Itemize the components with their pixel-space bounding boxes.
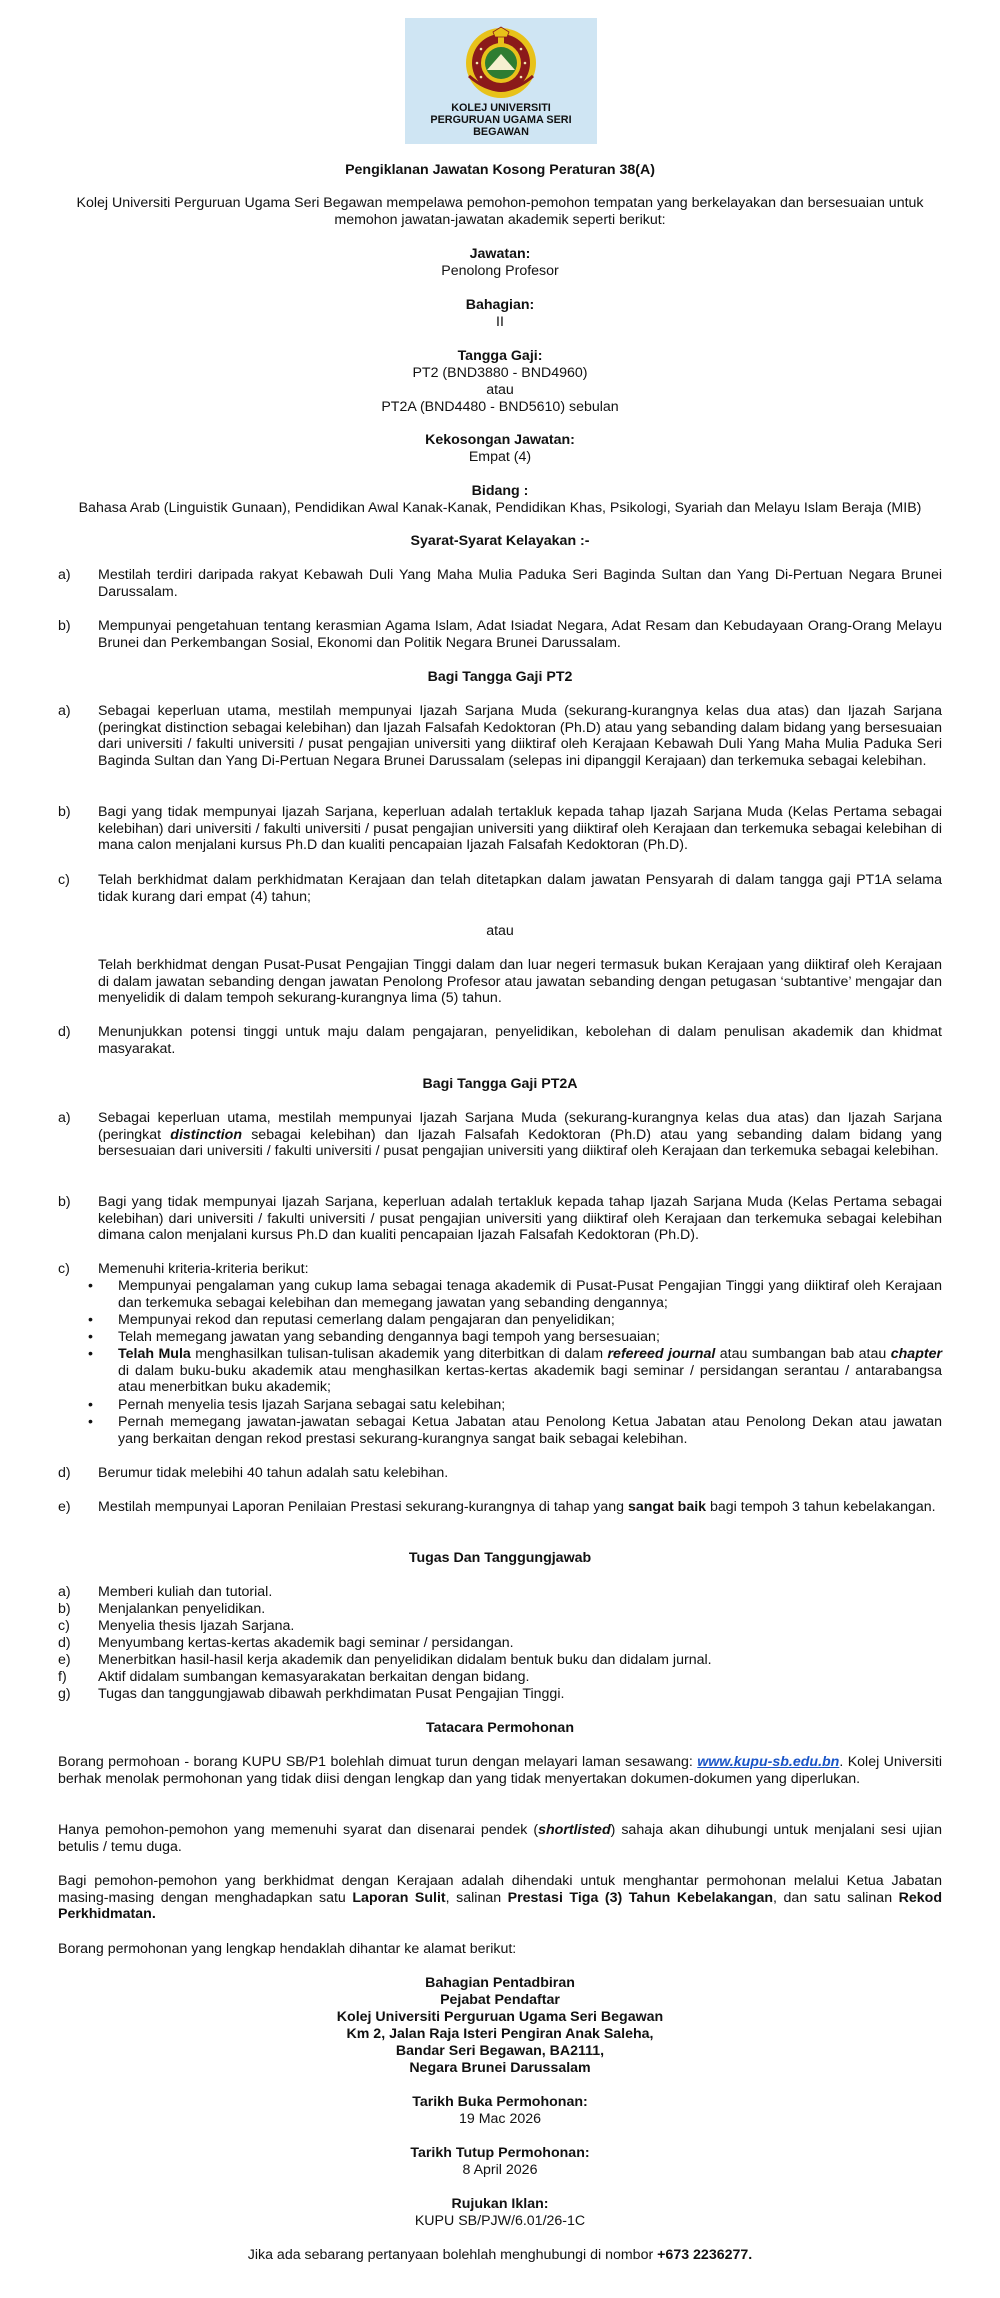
item-label: b) bbox=[58, 1601, 71, 1617]
address-line1: Bahagian Pentadbiran bbox=[425, 1975, 575, 1991]
logo-text-line3: BEGAWAN bbox=[473, 126, 529, 138]
pt2a-item-d bbox=[58, 1465, 942, 1482]
pt2-item-c bbox=[58, 872, 942, 905]
intro-line1: Kolej Universiti Perguruan Ugama Seri Begawan mempelawa pemohon-pemohon tempatan yang berkelayakan dan bersesuaian untuk bbox=[76, 195, 924, 211]
bullet-icon: • bbox=[88, 1329, 93, 1345]
text-part: Hanya pemohon-pemohon yang memenuhi syarat dan disenarai pendek ( bbox=[58, 1822, 539, 1838]
text-part: , salinan bbox=[445, 1889, 508, 1906]
item-label: e) bbox=[58, 1499, 71, 1515]
website-link[interactable]: www.kupu-sb.edu.bn bbox=[697, 1754, 840, 1770]
item-text: Aktif didalam sumbangan kemasyarakatan berkaitan dengan bidang. bbox=[98, 1669, 530, 1685]
tatacara-para-1 bbox=[58, 1754, 942, 1787]
gaji-value1: PT2 (BND3880 - BND4960) bbox=[412, 365, 588, 381]
address-line2: Pejabat Pendaftar bbox=[440, 1992, 560, 2008]
item-text: Telah berkhidmat dengan Pusat-Pusat Pengajian Tinggi dalam dan luar negeri termasuk bukan Kerajaan yang diiktiraf oleh Kerajaan di dalam jawatan sebanding dengan jawatan Penolong Profesor atau jawatan sebanding dengan petugasan ‘subtantive’ mengajar dan menyelidik di dalam tempoh sekurang-kurangnya lima (5) tahun. bbox=[98, 957, 942, 1007]
text-strong: Prestasi Tiga (3) Tahun Kebelakangan bbox=[507, 1889, 774, 1906]
item-text: Menyelia thesis Ijazah Sarjana. bbox=[98, 1618, 295, 1634]
item-label: c) bbox=[58, 1618, 70, 1634]
syarat-item-b bbox=[58, 618, 942, 651]
intro-line2: memohon jawatan-jawatan akademik seperti berikut: bbox=[334, 212, 666, 228]
text-strong: Laporan Sulit bbox=[352, 1889, 446, 1906]
tugas-item-f bbox=[58, 1669, 942, 1686]
bidang-value: Bahasa Arab (Linguistik Gunaan), Pendidikan Awal Kanak-Kanak, Pendidikan Khas, Psikologi, Syariah dan Melayu Islam Beraja (MIB) bbox=[78, 500, 922, 516]
tatacara-para-3 bbox=[58, 1873, 942, 1923]
text-strong: sangat baik bbox=[627, 1499, 707, 1515]
tugas-item-c bbox=[58, 1618, 942, 1635]
item-label: a) bbox=[58, 1584, 71, 1600]
item-text: Berumur tidak melebihi 40 tahun adalah satu kelebihan. bbox=[98, 1465, 449, 1481]
bahagian-value: II bbox=[496, 314, 504, 330]
item-text: Bagi yang tidak mempunyai Ijazah Sarjana, keperluan adalah tertakluk kepada tahap Ijazah Sarjana Muda (Kelas Pertama sebagai kelebihan) dari universiti / fakulti universiti / pusat pengajian universiti yang diiktiraf oleh Kerajaan dan terkemuka sebagai kelebihan dimana calon menjalani kursus Ph.D dan kualiti pencapaian Ijazah Falsafah Kedoktoran (Ph.D). bbox=[98, 1194, 942, 1244]
tugas-heading: Tugas Dan Tanggungjawab bbox=[408, 1550, 592, 1566]
kekosongan-value: Empat (4) bbox=[468, 449, 532, 465]
text-part: . Kolej Universiti berhak menolak permohonan yang tidak diisi dengan lengkap dan yang tidak menyertakan dokumen-dokumen yang diperlukan. bbox=[58, 1754, 942, 1787]
item-label: a) bbox=[58, 703, 71, 719]
buka-label: Tarikh Buka Permohonan: bbox=[412, 2094, 588, 2110]
text-part: di dalam buku-buku akademik atau menghasilkan kertas-kertas akademik bagi seminar / persidangan serantau / antarabangsa atau menerbitkan buku akademik; bbox=[118, 1362, 942, 1396]
address-line3: Kolej Universiti Perguruan Ugama Seri Begawan bbox=[336, 2009, 664, 2025]
pt2-item-a bbox=[58, 703, 942, 769]
text-part: Mestilah mempunyai Laporan Penilaian Prestasi sekurang-kurangnya di tahap yang bbox=[98, 1499, 628, 1515]
bullet-text: Pernah memegang jawatan-jawatan sebagai Ketua Jabatan atau Penolong Ketua Jabatan atau Penolong Dekan atau jawatan yang berkaitan dengan rekod prestasi sekurang-kurangnya sangat baik sebagai kelebihan. bbox=[118, 1414, 942, 1447]
bullet-icon: • bbox=[88, 1397, 93, 1413]
rujukan-value: KUPU SB/PJW/6.01/26-1C bbox=[414, 2213, 586, 2229]
syarat-item-a bbox=[58, 567, 942, 600]
tugas-item-g bbox=[58, 1686, 942, 1703]
pt2a-bullet-4 bbox=[88, 1346, 942, 1396]
pt2-item-c-alt bbox=[58, 957, 942, 1007]
text-part: , dan satu salinan bbox=[773, 1889, 899, 1906]
item-text: Menunjukkan potensi tinggi untuk maju dalam pengajaran, penyelidikan, kebolehan di dalam penulisan akademik dan khidmat masyarakat. bbox=[98, 1024, 942, 1057]
pt2-heading: Bagi Tangga Gaji PT2 bbox=[427, 669, 573, 685]
rujukan-label: Rujukan Iklan: bbox=[451, 2196, 549, 2212]
bullet-text: Mempunyai pengalaman yang cukup lama sebagai tenaga akademik di Pusat-Pusat Pengajian Tinggi yang diiktiraf oleh Kerajaan dan terkemuka sebagai kelebihan dan memegang jawatan yang sebanding dengannya; bbox=[118, 1278, 942, 1311]
pt2-item-b bbox=[58, 804, 942, 854]
bullet-icon: • bbox=[88, 1414, 93, 1430]
syarat-heading: Syarat-Syarat Kelayakan :- bbox=[410, 533, 590, 549]
bullet-icon: • bbox=[88, 1346, 93, 1362]
gaji-label: Tangga Gaji: bbox=[457, 348, 543, 364]
bullet-text: Telah memegang jawatan yang sebanding dengannya bagi tempoh yang bersesuaian; bbox=[118, 1329, 660, 1345]
jawatan-value: Penolong Profesor bbox=[441, 263, 559, 279]
item-label: a) bbox=[58, 567, 71, 583]
buka-value: 19 Mac 2026 bbox=[458, 2111, 542, 2127]
item-text: Bagi yang tidak mempunyai Ijazah Sarjana, keperluan adalah tertakluk kepada tahap Ijazah Sarjana Muda (Kelas Pertama sebagai kelebihan) dari universiti / fakulti universiti / pusat pengajian universiti yang diiktiraf oleh Kerajaan dan terkemuka sebagai kelebihan di mana calon menjalani kursus Ph.D dan kualiti pencapaian Ijazah Falsafah Kedoktoran (Ph.D). bbox=[98, 804, 942, 854]
item-label: d) bbox=[58, 1024, 71, 1040]
page-title: Pengiklanan Jawatan Kosong Peraturan 38(A) bbox=[345, 162, 655, 178]
address-line6: Negara Brunei Darussalam bbox=[409, 2060, 591, 2076]
tugas-item-b bbox=[58, 1601, 942, 1618]
logo-block bbox=[405, 18, 597, 144]
item-label: e) bbox=[58, 1652, 71, 1668]
logo-text-line2: PERGURUAN UGAMA SERI bbox=[430, 114, 572, 126]
pt2a-item-a bbox=[58, 1110, 942, 1160]
gaji-value2: PT2A (BND4480 - BND5610) sebulan bbox=[381, 399, 619, 415]
pt2-item-d bbox=[58, 1024, 942, 1057]
bidang-label: Bidang : bbox=[471, 483, 529, 499]
university-crest-icon bbox=[461, 24, 541, 100]
bullet-text: Mempunyai rekod dan reputasi cemerlang dalam pengajaran dan penyelidikan; bbox=[118, 1312, 615, 1328]
tatacara-para-2 bbox=[58, 1822, 942, 1855]
footer-text: Jika ada sebarang pertanyaan bolehlah menghubungi di nombor bbox=[247, 2247, 658, 2263]
bahagian-label: Bahagian: bbox=[465, 297, 535, 313]
tutup-label: Tarikh Tutup Permohonan: bbox=[410, 2145, 590, 2161]
text-part: menghasilkan tulisan-tulisan akademik yang diterbitkan di dalam bbox=[190, 1346, 608, 1362]
jawatan-label: Jawatan: bbox=[469, 246, 531, 262]
item-label: c) bbox=[58, 1261, 70, 1277]
pt2a-bullet-1 bbox=[88, 1278, 942, 1311]
pt2a-item-e bbox=[58, 1499, 942, 1516]
tutup-value: 8 April 2026 bbox=[462, 2162, 538, 2178]
pt2a-bullet-6 bbox=[88, 1414, 942, 1447]
item-text: Tugas dan tanggungjawab dibawah perkhdimatan Pusat Pengajian Tinggi. bbox=[98, 1686, 565, 1702]
item-label: d) bbox=[58, 1465, 71, 1481]
bullet-text bbox=[118, 1346, 942, 1396]
item-text: Mestilah terdiri daripada rakyat Kebawah Duli Yang Maha Mulia Paduka Seri Baginda Sultan dan Yang Di-Pertuan Negara Brunei Darussalam. bbox=[98, 567, 942, 600]
pt2a-item-c bbox=[58, 1261, 942, 1278]
item-text: Memberi kuliah dan tutorial. bbox=[98, 1584, 273, 1600]
address-line5: Bandar Seri Begawan, BA2111, bbox=[395, 2043, 605, 2059]
item-text: Menjalankan penyelidikan. bbox=[98, 1601, 266, 1617]
item-label: b) bbox=[58, 618, 71, 634]
phone-number: +673 2236277. bbox=[657, 2247, 753, 2263]
item-label: f) bbox=[58, 1669, 67, 1685]
text-emphasis: refereed journal bbox=[607, 1346, 716, 1362]
item-label: g) bbox=[58, 1686, 71, 1702]
item-text: Menyumbang kertas-kertas akademik bagi seminar / persidangan. bbox=[98, 1635, 514, 1651]
item-text: Sebagai keperluan utama, mestilah mempunyai Ijazah Sarjana Muda (sekurang-kurangnya kelas dua atas) dan Ijazah Sarjana (peringkat distinction sebagai kelebihan) dan Ijazah Falsafah Kedoktoran (Ph.D) atau yang sebanding dalam bidang yang bersesuaian dari universiti / fakulti universiti / pusat pengajian universiti yang diiktiraf oleh Kerajaan Kebawah Duli Yang Maha Mulia Paduka Seri Baginda Sultan dan Yang Di-Pertuan Negara Brunei Darussalam (selepas ini dipanggil Kerajaan) dan terkemuka sebagai kelebihan. bbox=[98, 703, 942, 769]
text-emphasis: distinction bbox=[170, 1126, 243, 1143]
tatacara-para-4: Borang permohonan yang lengkap hendaklah dihantar ke alamat berikut: bbox=[58, 1941, 517, 1957]
text-part: Bagi pemohon-pemohon yang berkhidmat dengan Kerajaan adalah dihendaki untuk menghantar permohonan melalui Ketua Jabatan masing-masing dengan menghadapkan satu bbox=[58, 1873, 942, 1906]
item-text bbox=[98, 1110, 942, 1160]
bullet-text: Pernah menyelia tesis Ijazah Sarjana sebagai satu kelebihan; bbox=[118, 1397, 506, 1413]
bullet-icon: • bbox=[88, 1312, 93, 1328]
text-part: ) sahaja akan dihubungi untuk menjalani sesi ujian betulis / temu duga. bbox=[58, 1822, 942, 1855]
item-label: c) bbox=[58, 872, 70, 888]
tugas-item-e bbox=[58, 1652, 942, 1669]
pt2-or: atau bbox=[486, 923, 514, 939]
item-label: a) bbox=[58, 1110, 71, 1126]
pt2a-bullet-5 bbox=[88, 1397, 942, 1414]
item-text: Mempunyai pengetahuan tentang kerasmian Agama Islam, Adat Isiadat Negara, Adat Resam dan Kebudayaan Orang-Orang Melayu Brunei dan Perkembangan Sosial, Ekonomi dan Politik Negara Brunei Darussalam. bbox=[98, 618, 942, 651]
pt2a-bullet-2 bbox=[88, 1312, 942, 1329]
item-label: b) bbox=[58, 1194, 71, 1210]
item-label: b) bbox=[58, 804, 71, 820]
item-text bbox=[98, 1499, 942, 1516]
address-line4: Km 2, Jalan Raja Isteri Pengiran Anak Saleha, bbox=[346, 2026, 654, 2042]
logo-text-line1: KOLEJ UNIVERSITI bbox=[451, 102, 551, 114]
item-text: Menerbitkan hasil-hasil kerja akademik dan penyelidikan didalam bentuk buku dan didalam jurnal. bbox=[98, 1652, 712, 1668]
text-part: atau sumbangan bab atau bbox=[715, 1346, 891, 1362]
text-emphasis: shortlisted bbox=[538, 1822, 611, 1838]
bullet-icon: • bbox=[88, 1278, 93, 1294]
pt2a-item-b bbox=[58, 1194, 942, 1244]
tugas-item-a bbox=[58, 1584, 942, 1601]
tatacara-heading: Tatacara Permohonan bbox=[426, 1720, 574, 1736]
tugas-item-d bbox=[58, 1635, 942, 1652]
item-label: d) bbox=[58, 1635, 71, 1651]
text-strong: Telah Mula bbox=[118, 1346, 191, 1362]
gaji-or: atau bbox=[486, 382, 514, 398]
text-part: bagi tempoh 3 tahun kebelakangan. bbox=[706, 1499, 936, 1515]
footer-contact bbox=[40, 2247, 960, 2264]
text-part: sebagai kelebihan) dan Ijazah Falsafah Kedoktoran (Ph.D) atau yang sebanding dalam bidang yang bersesuaian dari universiti / fakulti universiti / pusat pengajian universiti yang diiktiraf oleh Kerajaan dan terkemuka sebagai kelebihan. bbox=[98, 1126, 942, 1160]
item-text: Memenuhi kriteria-kriteria berikut: bbox=[98, 1261, 309, 1277]
text-part: Sebagai keperluan utama, mestilah mempunyai Ijazah Sarjana Muda (sekurang-kurangnya kelas dua atas) dan Ijazah Sarjana (peringkat bbox=[98, 1110, 942, 1143]
pt2a-bullet-3 bbox=[88, 1329, 942, 1346]
item-text: Telah berkhidmat dalam perkhidmatan Kerajaan dan telah ditetapkan dalam jawatan Pensyarah di dalam tangga gaji PT1A selama tidak kurang dari empat (4) tahun; bbox=[98, 872, 942, 905]
pt2a-heading: Bagi Tangga Gaji PT2A bbox=[422, 1076, 578, 1092]
text-strong: Rekod Perkhidmatan. bbox=[58, 1889, 943, 1923]
text-emphasis: chapter bbox=[890, 1346, 942, 1362]
text-part: Borang permohoan - borang KUPU SB/P1 bolehlah dimuat turun dengan melayari laman sesawang: bbox=[58, 1754, 698, 1770]
kekosongan-label: Kekosongan Jawatan: bbox=[425, 432, 575, 448]
